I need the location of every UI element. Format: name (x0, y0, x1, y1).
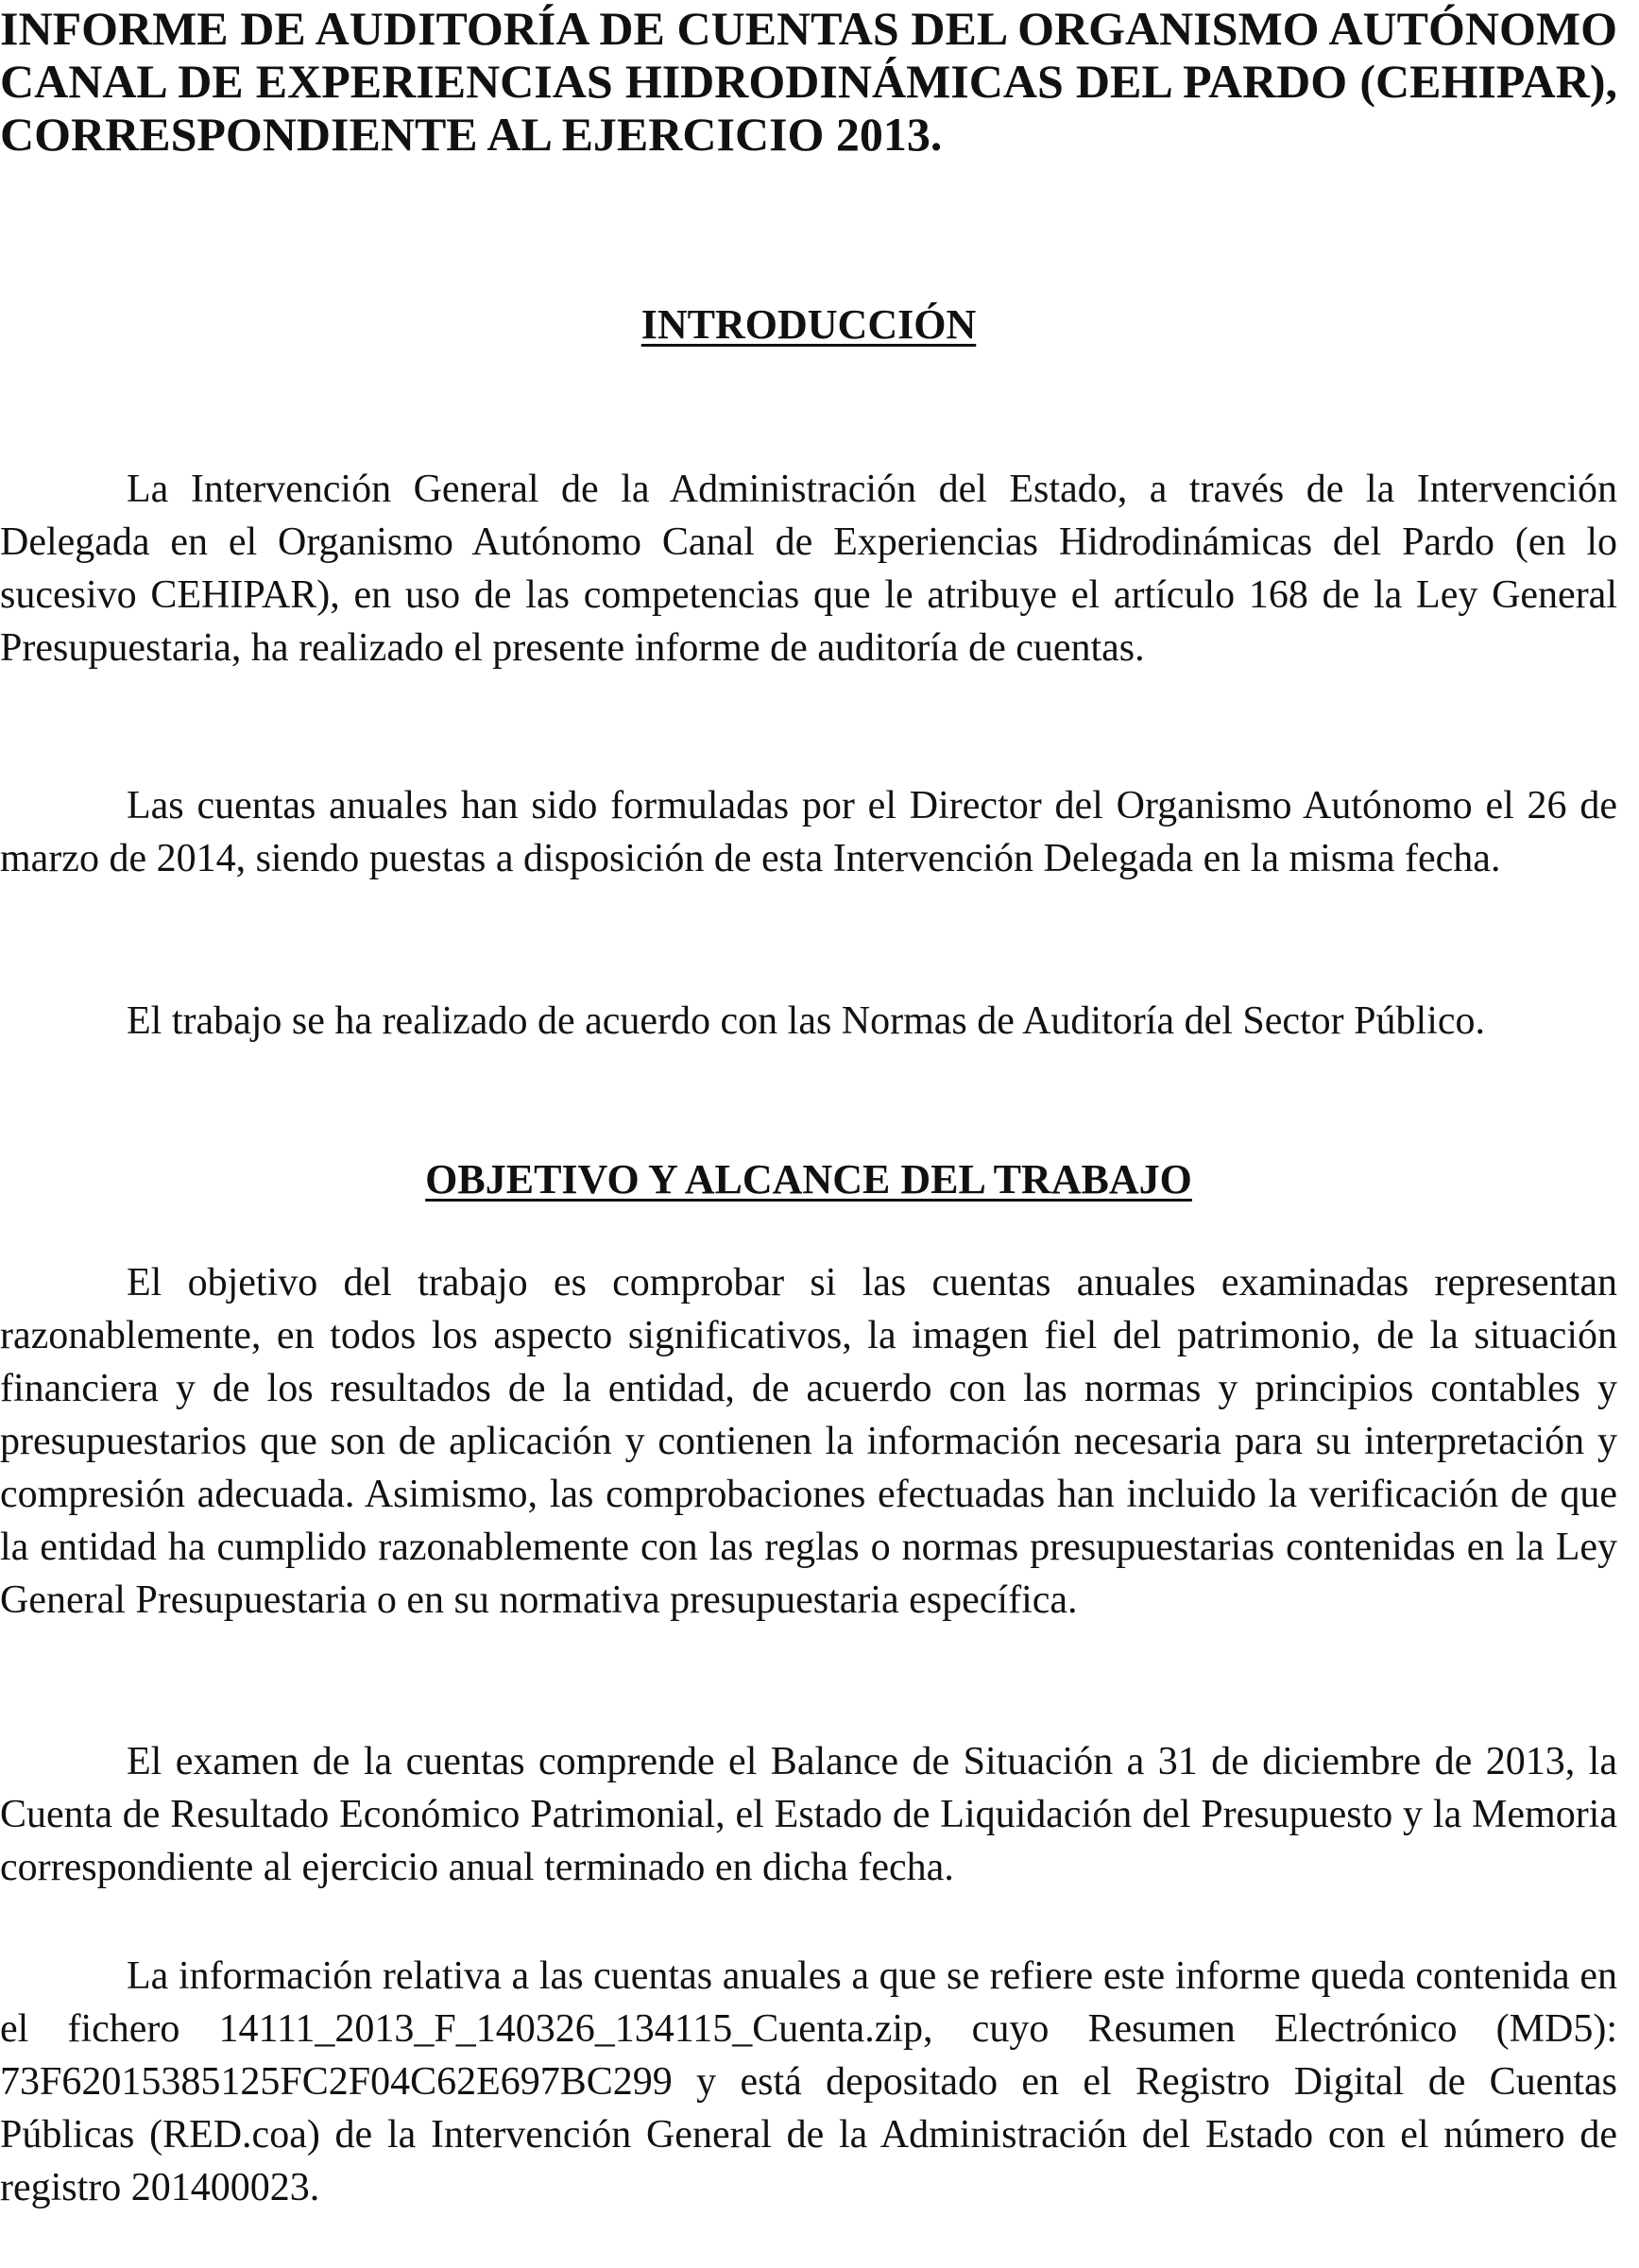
paragraph-introduccion-3: El trabajo se ha realizado de acuerdo con las Normas de Auditoría del Sector Público. (127, 999, 1486, 1043)
section-heading-objetivo: OBJETIVO Y ALCANCE DEL TRABAJO (425, 1156, 1192, 1202)
paragraph-objetivo-3: La información relativa a las cuentas anuales a que se refiere este informe queda contenida en el fichero 14111_2013_F_140326_134115_Cuenta.zip, cuyo Resumen Electrónico (MD5): 73F62015385125FC2F04C62E697BC299 y está depositado en el Registro Digital de Cuentas Públicas (RED.coa) de la Intervención General de la Administración del Estado con el número de registro 201400023. (0, 1954, 1617, 2209)
paragraph-objetivo-2: El examen de la cuentas comprende el Balance de Situación a 31 de diciembre de 2013, la Cuenta de Resultado Económico Patrimonial, el Estado de Liquidación del Presupuesto y la Memoria correspondiente al ejercicio anual terminado en dicha fecha. (0, 1740, 1617, 1889)
section-heading-introduccion: INTRODUCCIÓN (640, 301, 977, 348)
paragraph-introduccion-2: Las cuentas anuales han sido formuladas por el Director del Organismo Autónomo el 26 de marzo de 2014, siendo puestas a disposición de esta Intervención Delegada en la misma fecha. (0, 784, 1617, 880)
document-title: INFORME DE AUDITORÍA DE CUENTAS DEL ORGANISMO AUTÓNOMO CANAL DE EXPERIENCIAS HIDRODINÁMICAS DEL PARDO (CEHIPAR), CORRESPONDIENTE AL EJERCICIO 2013. (0, 2, 1617, 161)
paragraph-objetivo-1: El objetivo del trabajo es comprobar si las cuentas anuales examinadas representan razonablemente, en todos los aspecto significativos, la imagen fiel del patrimonio, de la situación financiera y de los resultados de la entidad, de acuerdo con las normas y principios contables y presupuestarios que son de aplicación y contienen la información necesaria para su interpretación y compresión adecuada. Asimismo, las comprobaciones efectuadas han incluido la verificación de que la entidad ha cumplido razonablemente con las reglas o normas presupuestarias contenidas en la Ley General Presupuestaria o en su normativa presupuestaria específica. (0, 1261, 1617, 1622)
paragraph-introduccion-1: La Intervención General de la Administración del Estado, a través de la Intervención Delegada en el Organismo Autónomo Canal de Experiencias Hidrodinámicas del Pardo (en lo sucesivo CEHIPAR), en uso de las competencias que le atribuye el artículo 168 de la Ley General Presupuestaria, ha realizado el presente informe de auditoría de cuentas. (0, 468, 1617, 670)
